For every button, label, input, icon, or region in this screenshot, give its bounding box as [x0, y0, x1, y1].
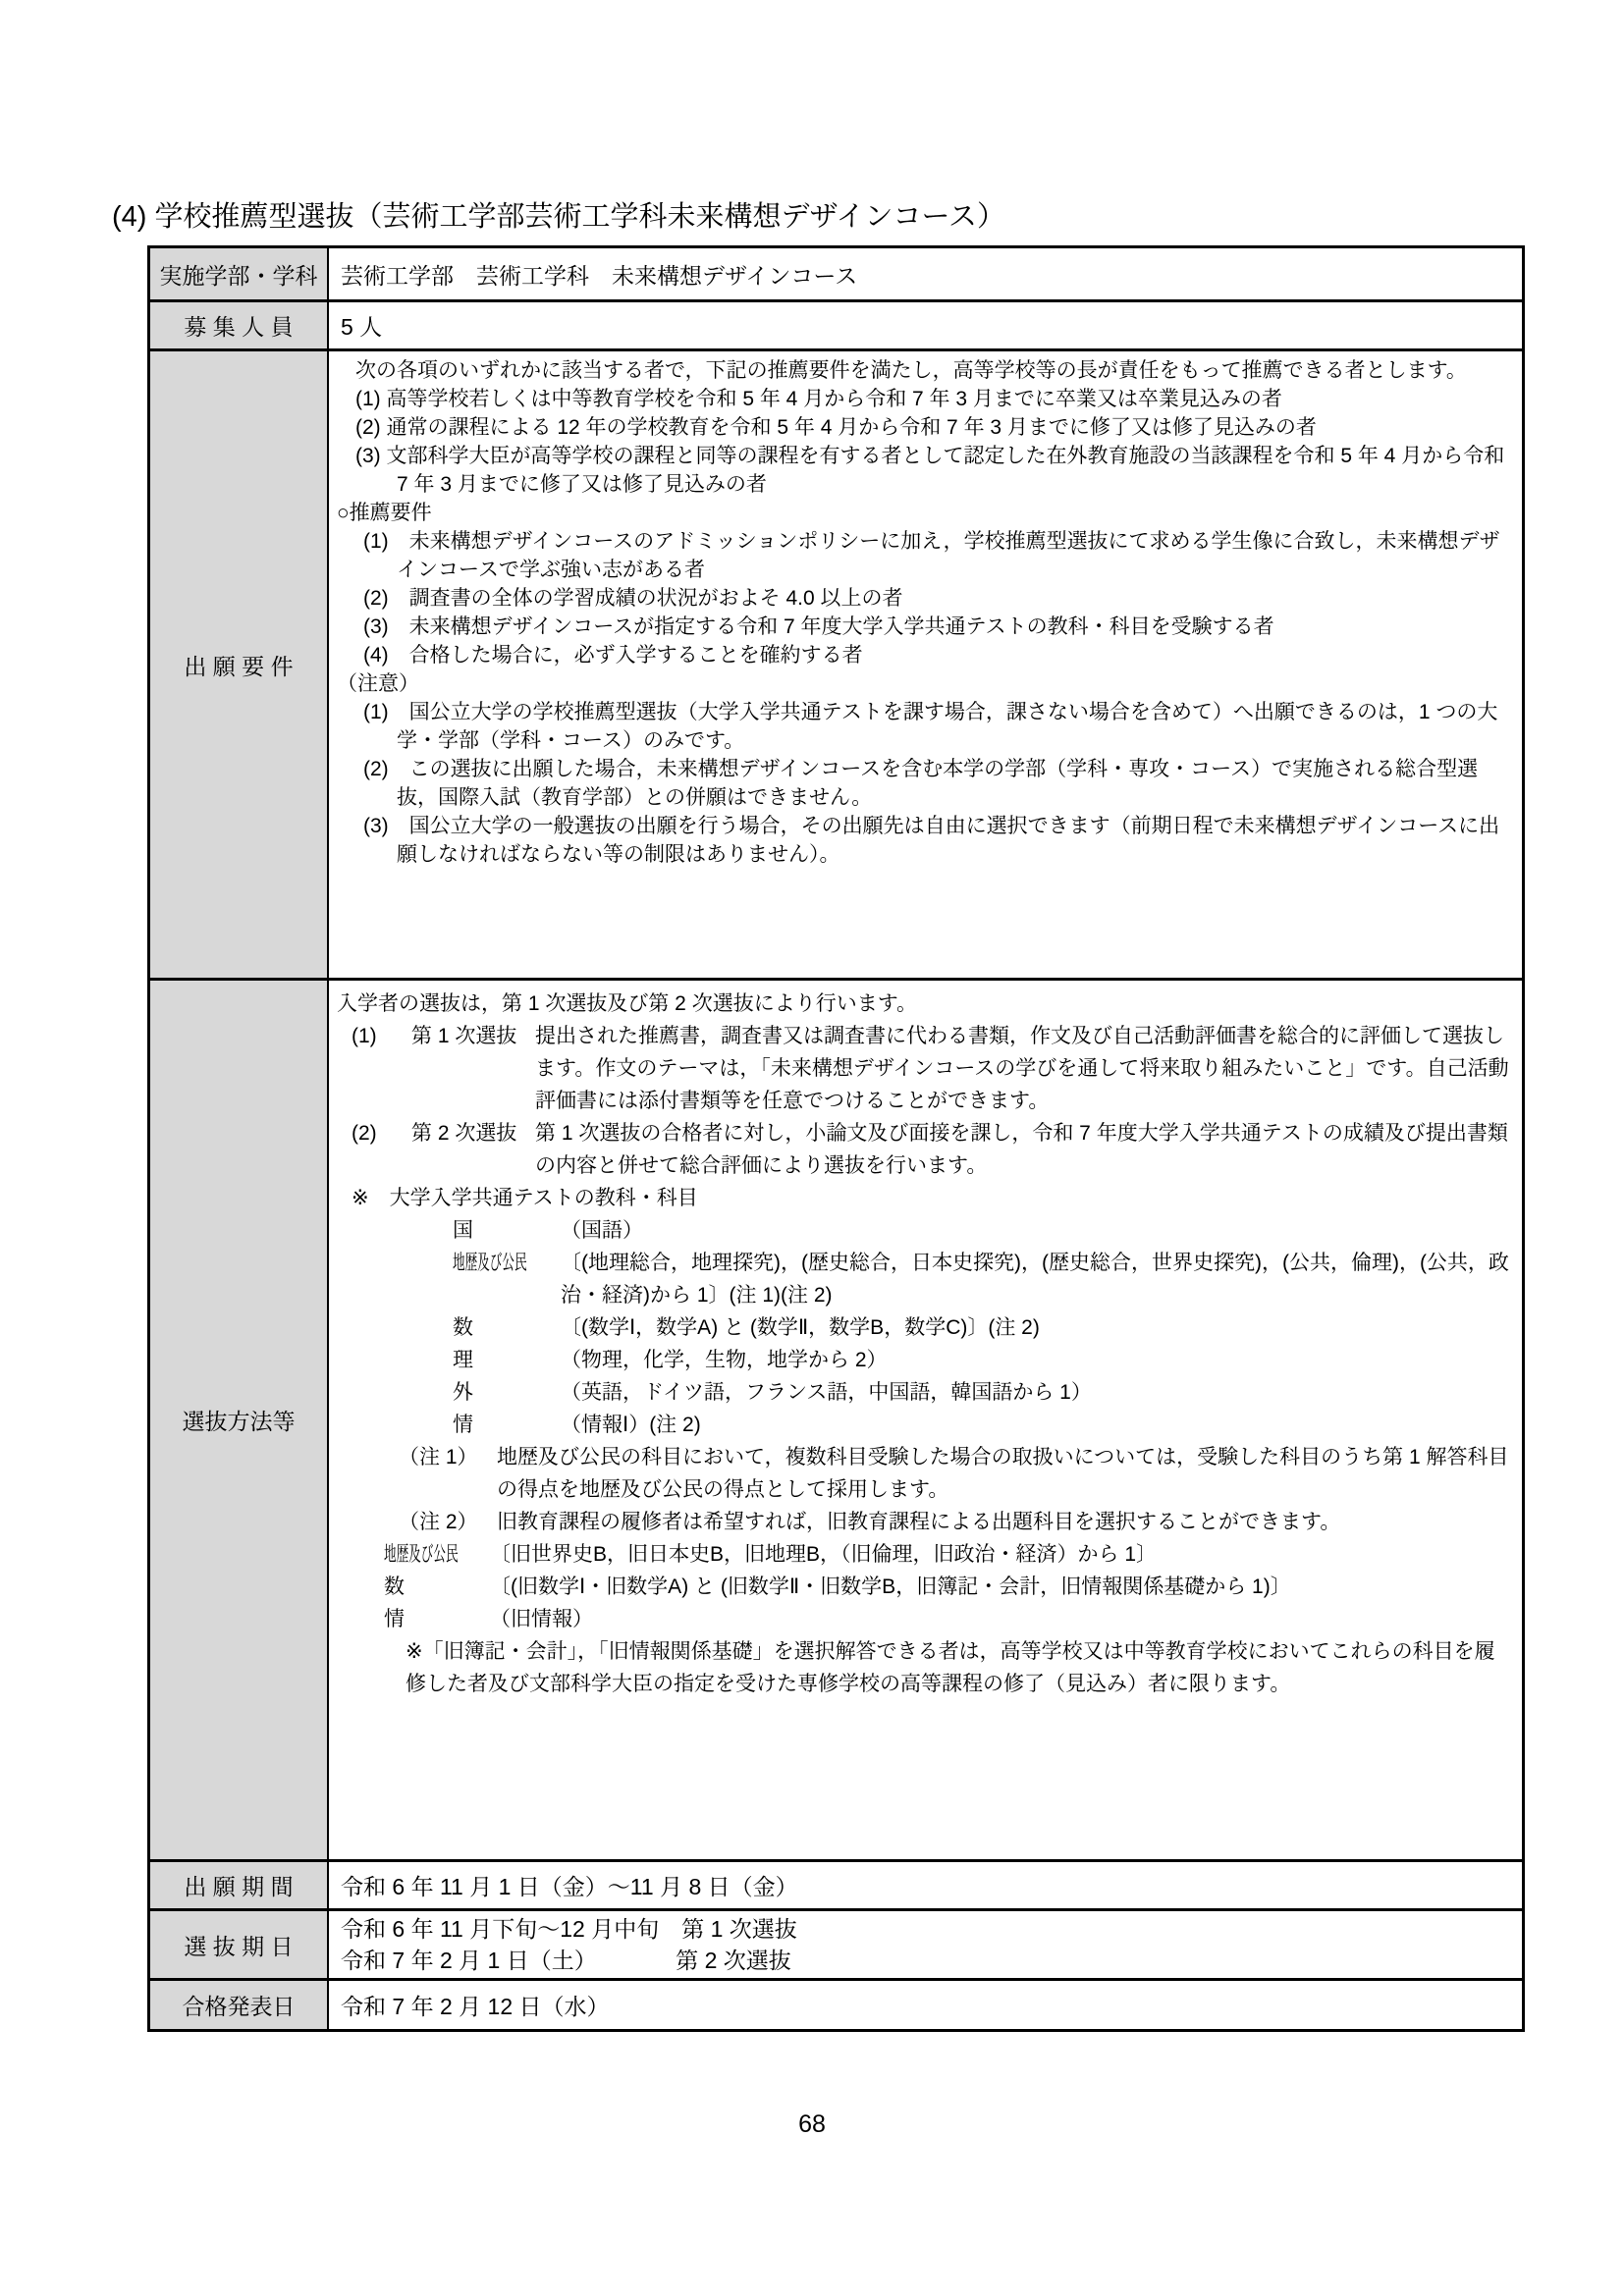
stage-title: 第 2 次選抜 [411, 1122, 517, 1145]
note-marker: （注 2） [399, 1511, 478, 1533]
caution-heading: （注意） [337, 672, 419, 695]
stage-marker: (2) [352, 1122, 377, 1145]
subject-detail: 〔旧世界史B，旧日本史B，旧地理B，（旧倫理，旧政治・経済）から 1〕 [490, 1543, 1158, 1566]
eligibility-item: (1) 高等学校若しくは中等教育学校を令和 5 年 4 月から令和 7 年 3 月までに卒業又は卒業見込みの者 [355, 388, 1282, 410]
stage-marker: (1) [352, 1025, 377, 1047]
subject-name: 数 [453, 1316, 473, 1339]
table-row-selection-dates [150, 1908, 1522, 1978]
subject-name: 数 [384, 1575, 405, 1598]
recommend-item: (3) 未来構想デザインコースが指定する令和 7 年度大学入学共通テストの教科・科目を受験する者 [363, 615, 1274, 638]
subject-detail: （英語，ドイツ語，フランス語，中国語，韓国語から 1） [561, 1381, 1092, 1404]
subject-name: 地歴及び公民 [384, 1543, 459, 1566]
requirements-row-content [329, 351, 1522, 978]
result-day-label: 合格発表日 [150, 1981, 329, 2029]
selection-row-content [329, 981, 1522, 1859]
selection-stage-2 [335, 1117, 1514, 1182]
recommend-heading: ○推薦要件 [337, 502, 432, 524]
subject-detail: 〔(数学Ⅰ，数学A) と (数学Ⅱ，数学B，数学C)〕(注 2) [561, 1316, 1040, 1339]
eligibility-item: (3) 文部科学大臣が高等学校の課程と同等の課程を有する者として認定した在外教育施設の当該課程を令和 5 年 4 月から令和 7 年 3 月までに修了又は修了見込みの者 [355, 445, 1505, 496]
old-subject-row-joho [335, 1603, 1514, 1635]
selection-intro: 入学者の選抜は，第 1 次選抜及び第 2 次選抜により行います。 [337, 992, 918, 1015]
result-day-value: 令和 7 年 2 月 12 日（水） [341, 1994, 610, 2019]
caution-item: (3) 国公立大学の一般選抜の出願を行う場合，その出願先は自由に選択できます（前期日程で未来構想デザインコースに出願しなければならない等の制限はありません）。 [363, 815, 1500, 866]
stage-title: 第 1 次選抜 [411, 1025, 517, 1047]
subject-name: 地歴及び公民 [453, 1252, 527, 1274]
note-text: 地歴及び公民の科目において，複数科目受験した場合の取扱いについては，受験した科目のうち第 1 解答科目の得点を地歴及び公民の得点として採用します。 [497, 1446, 1509, 1501]
application-period-label: 出 願 期 間 [150, 1862, 329, 1908]
subject-name: 情 [384, 1608, 405, 1630]
subject-detail: 〔(旧数学Ⅰ・旧数学A) と (旧数学Ⅱ・旧数学B，旧簿記・会計，旧情報関係基礎から 1)〕 [490, 1575, 1291, 1598]
old-curriculum-note: ※「旧簿記・会計」，「旧情報関係基礎」を選択解答できる者は，高等学校又は中等教育学校においてこれらの科目を履修した者及び文部科学大臣の指定を受けた専修学校の高等課程の修了（見込み）者に限ります。 [406, 1640, 1495, 1695]
subject-name: 国 [453, 1219, 473, 1242]
subject-row-chireki-komin [335, 1247, 1514, 1311]
stage-text: 第 1 次選抜の合格者に対し，小論文及び面接を課し，令和 7 年度大学入学共通テストの成績及び提出書類の内容と併せて総合評価により選抜を行います。 [535, 1122, 1508, 1177]
admission-info-table [147, 245, 1525, 2032]
subject-detail: （物理，化学，生物，地学から 2） [561, 1349, 888, 1371]
subject-row-gaikokugo [335, 1376, 1514, 1409]
page-number: 68 [798, 2110, 826, 2138]
selection-stage-1 [335, 1020, 1514, 1117]
recommend-item: (2) 調査書の全体の学習成績の状況がおよそ 4.0 以上の者 [363, 587, 903, 610]
table-row-application-period [150, 1859, 1522, 1908]
selection-dates-value [329, 1911, 1522, 1978]
eligibility-item: (2) 通常の課程による 12 年の学校教育を令和 5 年 4 月から令和 7 年 3 月までに修了又は修了見込みの者 [355, 416, 1317, 439]
department-row-label: 実施学部・学科 [150, 248, 329, 299]
subject-row-sugaku [335, 1311, 1514, 1344]
requirements-intro: 次の各項のいずれかに該当する者で，下記の推薦要件を満たし，高等学校等の長が責任をもって推薦できる者とします。 [355, 359, 1467, 382]
subject-row-joho [335, 1409, 1514, 1441]
selection-dates-label: 選 抜 期 日 [150, 1911, 329, 1978]
subject-name: 情 [453, 1414, 473, 1436]
stage-text: 提出された推薦書，調査書又は調査書に代わる書類，作文及び自己活動評価書を総合的に評価して選抜します。作文のテーマは，「未来構想デザインコースの学びを通して将来取り組みたいこと」です。自己活動評価書には添付書類等を任意でつけることができます。 [535, 1025, 1509, 1112]
requirements-row-label: 出 願 要 件 [150, 351, 329, 978]
kyotsu-test-heading: ※ 大学入学共通テストの教科・科目 [352, 1187, 698, 1209]
note-marker: （注 1） [399, 1446, 478, 1468]
subject-name: 理 [453, 1349, 473, 1371]
table-row-requirements [150, 348, 1522, 978]
subject-row-kokugo [335, 1214, 1514, 1247]
page-title: (4) 学校推薦型選抜（芸術工学部芸術工学科未来構想デザインコース） [112, 201, 1006, 233]
recommend-item: (1) 未来構想デザインコースのアドミッションポリシーに加え，学校推薦型選抜にて求める学生像に合致し，未来構想デザインコースで学ぶ強い志がある者 [363, 530, 1500, 581]
recommend-item: (4) 合格した場合に，必ず入学することを確約する者 [363, 644, 863, 667]
caution-item: (1) 国公立大学の学校推薦型選抜（大学入学共通テストを課す場合，課さない場合を含めて）へ出願できるのは，1 つの大学・学部（学科・コース）のみです。 [363, 701, 1498, 752]
capacity-row-value: 5 人 [341, 314, 383, 340]
subject-name: 外 [453, 1381, 473, 1404]
subject-detail: 〔(地理総合，地理探究)，(歴史総合，日本史探究)，(歴史総合，世界史探究)，(公共，倫理)，(公共，政治・経済)から 1〕(注 1)(注 2) [561, 1252, 1509, 1307]
subject-row-rika [335, 1344, 1514, 1376]
selection-date-line2: 令和 7 年 2 月 1 日（土） 第 2 次選抜 [341, 1948, 791, 1973]
selection-date-line1: 令和 6 年 11 月下旬～12 月中旬 第 1 次選抜 [341, 1916, 797, 1942]
caution-item: (2) この選抜に出願した場合，未来構想デザインコースを含む本学の学部（学科・専攻・コース）で実施される総合型選抜，国際入試（教育学部）との併願はできません。 [363, 758, 1479, 809]
subject-detail: （国語） [561, 1219, 643, 1242]
capacity-row-label: 募 集 人 員 [150, 302, 329, 348]
application-period-value: 令和 6 年 11 月 1 日（金）～11 月 8 日（金） [341, 1874, 798, 1899]
table-row-result-announcement [150, 1978, 1522, 2029]
note-2 [335, 1506, 1514, 1538]
table-row-department [150, 248, 1522, 299]
old-subject-row-chireki-komin [335, 1538, 1514, 1571]
subject-detail: （旧情報） [490, 1608, 593, 1630]
table-row-selection-method [150, 978, 1522, 1859]
note-1 [335, 1441, 1514, 1506]
department-row-value: 芸術工学部 芸術工学科 未来構想デザインコース [341, 262, 858, 289]
note-text: 旧教育課程の履修者は希望すれば，旧教育課程による出題科目を選択することができます。 [497, 1511, 1341, 1533]
subject-detail: （情報Ⅰ）(注 2) [561, 1414, 701, 1436]
old-subject-row-sugaku [335, 1571, 1514, 1603]
table-row-capacity [150, 299, 1522, 348]
selection-row-label: 選抜方法等 [150, 981, 329, 1859]
